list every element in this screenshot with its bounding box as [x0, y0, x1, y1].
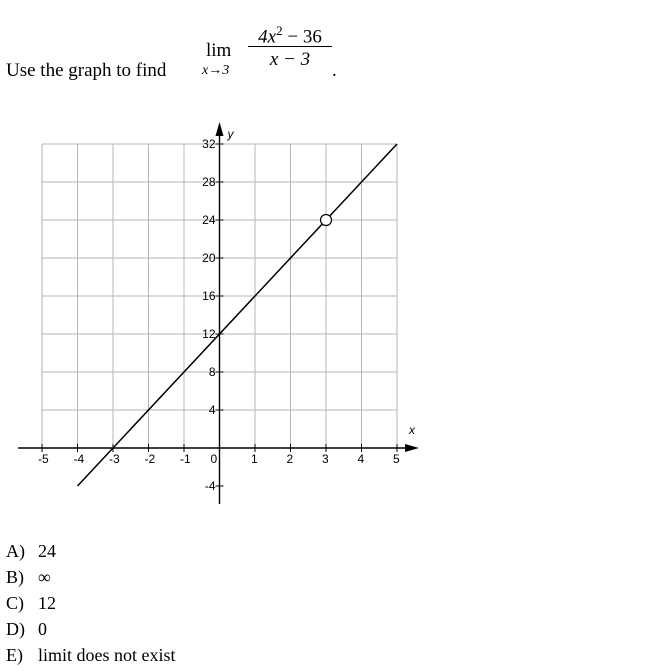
graph	[14, 118, 434, 528]
answer-choice[interactable]	[6, 616, 176, 642]
choice-text: 0	[38, 619, 47, 639]
x-tick-label: 2	[286, 452, 294, 466]
x-axis-label: x	[409, 423, 415, 437]
y-axis-label: y	[227, 127, 234, 141]
choice-letter: B)	[6, 567, 24, 587]
question	[6, 6, 606, 86]
fraction-denominator: x − 3	[269, 49, 311, 70]
answer-choices	[6, 538, 176, 668]
x-tick-label: -4	[73, 452, 85, 466]
y-tick-label: 24	[202, 213, 216, 227]
x-tick-label: 0	[210, 452, 218, 466]
x-tick-label: -3	[109, 452, 120, 466]
limit-expression	[202, 18, 342, 82]
numerator-exponent: 2	[276, 23, 283, 38]
function-line	[78, 144, 398, 486]
y-tick-label: 16	[202, 289, 216, 303]
x-tick-label: 1	[251, 452, 258, 466]
y-tick-label: 20	[202, 251, 216, 265]
lim-subscript: x→3	[202, 63, 230, 78]
series	[78, 144, 398, 486]
y-tick-label: 4	[208, 403, 216, 417]
question-prompt: Use the graph to find	[6, 60, 167, 81]
fraction	[248, 18, 332, 73]
choice-letter: C)	[6, 593, 24, 613]
choice-text: 24	[38, 541, 56, 561]
choice-letter: E)	[6, 645, 23, 665]
choice-text: limit does not exist	[38, 645, 176, 665]
x-tick-label: -2	[144, 452, 156, 466]
axes	[18, 122, 419, 504]
y-tick-label: 32	[202, 137, 216, 151]
choice-letter: A)	[6, 541, 25, 561]
choice-text: 12	[38, 593, 56, 613]
answer-choice[interactable]	[6, 590, 176, 616]
x-axis-arrow	[405, 444, 419, 452]
answer-choice[interactable]	[6, 642, 176, 668]
y-axis-arrow	[216, 122, 224, 136]
fraction-numerator	[248, 18, 332, 48]
x-tick-label: -5	[38, 452, 49, 466]
y-tick-label: -4	[204, 479, 216, 493]
y-tick-label: 12	[202, 327, 216, 341]
open-circle-point	[321, 215, 332, 226]
x-tick-label: 5	[393, 452, 400, 466]
numerator-constant: − 36	[282, 26, 322, 48]
choice-letter: D)	[6, 619, 25, 639]
lim-word: lim	[206, 40, 232, 61]
y-tick-label: 28	[202, 175, 216, 189]
x-tick-label: 4	[357, 452, 365, 466]
numerator-term: 4x	[258, 26, 277, 48]
answer-choice[interactable]	[6, 538, 176, 564]
y-tick-label: 8	[208, 365, 216, 379]
question-period: .	[332, 60, 337, 81]
choice-text: ∞	[38, 567, 51, 587]
x-tick-label: 3	[322, 452, 329, 466]
answer-choice[interactable]	[6, 564, 176, 590]
x-tick-label: -1	[180, 452, 191, 466]
